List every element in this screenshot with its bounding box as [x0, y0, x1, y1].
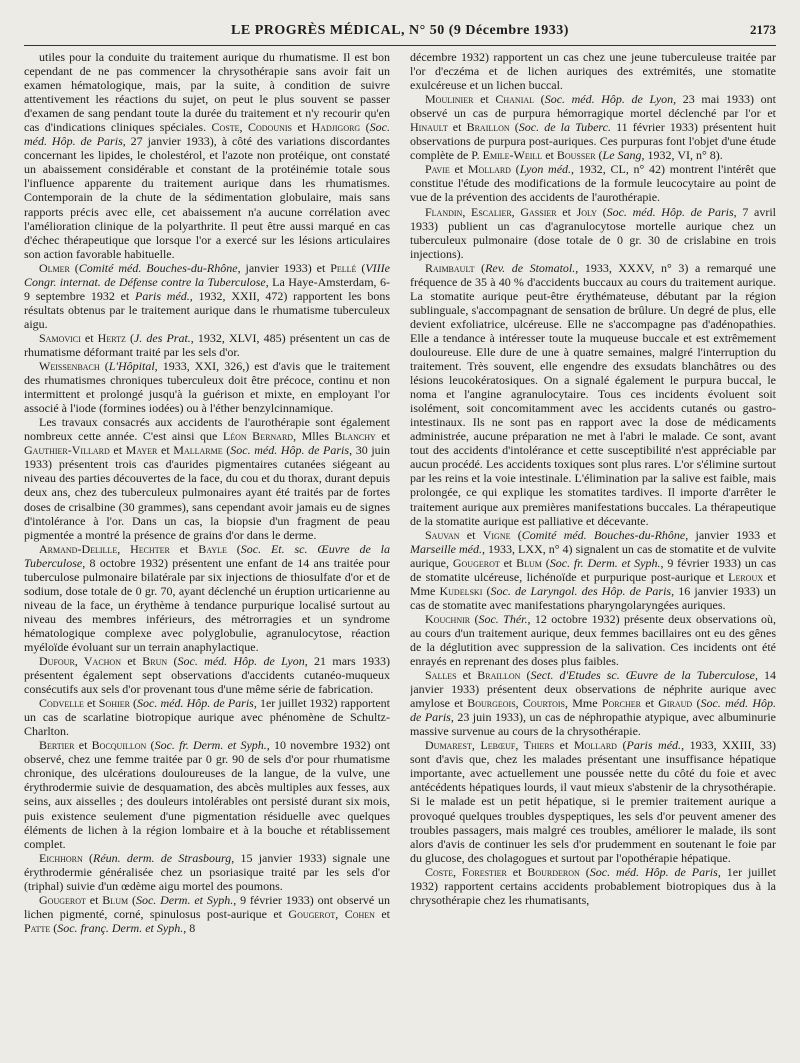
text-run: (: [692, 696, 701, 711]
text-run: , La Haye-Amsterdam, 6-9 septembre 1932 et: [24, 274, 390, 303]
paragraph: [410, 612, 776, 668]
text-run: et: [292, 120, 312, 135]
author-name: Moulinier: [425, 92, 474, 107]
text-run: et: [74, 738, 92, 753]
author-name: Braillon: [477, 668, 521, 683]
author-name: Mollard: [573, 738, 617, 753]
citation-source: Soc. méd. Hôp. de Paris: [606, 204, 734, 219]
text-run: (: [510, 162, 520, 177]
text-run: (: [482, 583, 491, 598]
text-run: , 12 octobre 1932) présente deux observations où, au cours d'un traitement aurique, deux femmes bacillaires ont eu des gênes de la déglutition avec suppression de la salivation. Ces incidents ont été enrayés en reprenant des doses plus faibles.: [410, 611, 776, 669]
author-name: Bertier: [39, 738, 75, 753]
author-name: Joly: [576, 204, 597, 219]
text-run: , 9 février 1933) un cas de stomatite ulcéreuse, lichénoïde et purpurique post-aurique et: [410, 555, 776, 584]
text-run: et: [456, 668, 478, 683]
citation-source: Soc. méd. Hôp. de Paris: [137, 696, 254, 711]
paragraph: [24, 331, 390, 359]
text-run: (: [595, 148, 603, 163]
text-run: (: [146, 738, 155, 753]
citation-source: Soc. fr. Derm. et Syph.: [154, 738, 267, 753]
text-run: , 10 novembre 1932) ont observé, chez une femme traitée par 0 gr. 90 de sels d'or pour rhumatisme chronique, des ulcérations douloureuses de la langue, de la vulve, une érythrodermie suivie de desquamation, des abcès multiples aux fesses, aux seins, aux aisselles ; des douleurs intolérables ont persisté durant six mois, puis existence seulement d'une pigmentation résiduelle avec quelques éléments de lichen à la région lombaire et à la bouche et rétablissement complet.: [24, 738, 390, 851]
text-run: et: [375, 429, 390, 444]
text-run: et: [506, 864, 528, 879]
text-run: (: [69, 260, 79, 275]
citation-source: J. des Prat.: [133, 330, 191, 345]
author-name: Giraud: [658, 696, 693, 711]
paragraph: [410, 865, 776, 907]
author-name: Bourgeois, Courtois: [467, 696, 565, 711]
text-run: , 1er juillet 1932) rapportent certains accidents probablement biotropiques dus à la chrysothérapie chez les rhumatisants,: [410, 864, 776, 907]
author-name: Blum: [102, 892, 129, 907]
author-name: Pellé: [330, 260, 357, 275]
citation-source: Comité méd. Bouches-du-Rhône: [78, 260, 238, 275]
right-column: [410, 50, 776, 1059]
author-name: Flandin, Escalier, Gassier: [425, 204, 557, 219]
author-name: Bousser: [556, 148, 596, 163]
text-run: , 1933, LXX, n° 4) signalent un cas de stomatite et de vulvite aurique,: [410, 541, 776, 570]
author-name: Bourderon: [527, 864, 580, 879]
author-name: Gougerot: [452, 555, 500, 570]
citation-source: Soc. Derm. et Syph.: [135, 892, 234, 907]
citation-source: Paris méd.: [135, 288, 190, 303]
text-run: et: [374, 906, 390, 921]
text-run: (: [128, 892, 136, 907]
text-run: , 1933, XXIII, 33) sont d'avis que, chez les malades présentant une insuffisance hépatique importante, avec actuellement une poussée nette du côté du foie et avec antécédents hépatiques lourds, il vaut mieux s'abstenir de la chrysothérapie. Si le malade est un petit hépatique, si le premier traitement aurique a provoqué quelques troubles dyspeptiques, les sels d'or peuvent amener des troubles passagers, mais malgré ces troubles, améliorer le malade, ils sont alors d'avis de continuer les sels d'or prudemment en soutenant le foie par du glucose, des cholagogues et surtout par l'opothérapie hépatique.: [410, 738, 776, 865]
author-name: Chanial: [495, 92, 535, 107]
text-run: , Mlles: [293, 429, 335, 444]
text-run: et: [169, 541, 199, 556]
paragraph: [410, 92, 776, 162]
author-name: Hertz: [97, 330, 126, 345]
citation-source: Soc. méd. Hôp. de Paris: [24, 120, 390, 149]
author-name: Dumarest, Lebœuf, Thiers: [425, 738, 555, 753]
author-name: Emile-Weill: [482, 148, 543, 163]
citation-source: Soc. méd. Hôp. de Paris: [410, 696, 776, 725]
text-run: (: [510, 527, 522, 542]
author-name: Bayle: [198, 541, 227, 556]
text-run: , 21 mars 1933) présentent également sept observations d'accidents cutanéo-muqueux consécutifs aux sels d'or provenant tous d'une même série de fabrication.: [24, 654, 390, 697]
text-run: et: [449, 162, 468, 177]
citation-source: Réun. derm. de Strasbourg: [93, 850, 232, 865]
text-run: (: [82, 850, 94, 865]
paragraph: [410, 528, 776, 612]
citation-source: Rev. de Stomatol.: [485, 260, 576, 275]
text-run: et: [554, 738, 574, 753]
text-run: , 1932, XLVI, 485) présentent un cas de rhumatisme déformant traité par les sels d'or.: [24, 330, 390, 359]
text-run: (: [125, 330, 134, 345]
paragraph: [24, 851, 390, 893]
paragraph: [410, 205, 776, 261]
citation-source: L'Hôpital: [108, 359, 155, 374]
text-run: , janvier 1933 et: [685, 527, 776, 542]
author-name: Leroux: [728, 569, 764, 584]
text-run: , 1932, VI, n° 8).: [641, 148, 723, 163]
text-run: et: [80, 330, 98, 345]
text-run: et: [499, 555, 517, 570]
author-name: Porcher: [601, 696, 641, 711]
paragraph: [410, 162, 776, 204]
paragraph: [24, 696, 390, 738]
author-name: Blum: [516, 555, 542, 570]
running-title: LE PROGRÈS MÉDICAL, N° 50 (9 Décembre 1933): [231, 23, 569, 38]
text-run: et: [85, 892, 103, 907]
text-run: 11 février 1933) présentent huit observations de purpura post-auriques. Ces purpuras font l'objet d'une étude complète de P.: [410, 120, 776, 163]
text-run: , 1er juillet 1932) rapportent un cas de scarlatine biotropique aurique avec phénomène de Schultz-Charlton.: [24, 696, 390, 739]
paragraph: [410, 668, 776, 738]
text-run: , 14 janvier 1933) présentent deux observations de néphrite aurique avec amylose et: [410, 668, 776, 711]
text-run: et Mme: [410, 569, 776, 598]
author-name: Mollard: [467, 162, 511, 177]
text-run: , 1933, XXI, 326,) est d'avis que le traitement des rhumatismes chroniques tuberculeux doit être précoce, continu et non intermittent et prolongé jusqu'à la guérison et mixte, en employant l'or associé à l'iode (formines iodées) ou à l'éther benzylcinnamique.: [24, 359, 390, 416]
author-name: Hinault: [410, 120, 448, 135]
citation-source: Comité méd. Bouches-du-Rhône: [521, 527, 686, 542]
text-run: (: [616, 738, 627, 753]
author-name: Gauthier-Villard: [24, 443, 110, 458]
citation-source: Le Sang: [602, 148, 642, 163]
text-run: , 9 février 1933) ont observé un lichen pigmenté, corné, spinulosus post-aurique et: [24, 892, 390, 921]
author-name: Armand-Delille, Hechter: [39, 541, 170, 556]
left-column: [24, 50, 390, 1059]
text-run: (: [474, 260, 486, 275]
citation-source: Soc. Thér.: [478, 611, 528, 626]
author-name: Gougerot: [39, 892, 86, 907]
text-run: (: [356, 260, 366, 275]
author-name: Kudelski: [439, 583, 483, 598]
author-name: Olmer: [39, 260, 70, 275]
text-run: (: [470, 611, 479, 626]
paragraph: [24, 415, 390, 541]
text-run: et: [109, 443, 126, 458]
paragraph: [24, 261, 390, 331]
author-name: Samovici: [39, 330, 81, 345]
text-run: (: [129, 696, 138, 711]
citation-source: Soc. de la Tuberc.: [518, 120, 611, 135]
text-run: , janvier 1933) et: [237, 260, 331, 275]
text-run: décembre 1932) rapportent un cas chez une jeune tuberculeuse traitée par l'or d'eczéma et de lichen auriques des extrémités, une stomatite exulcéreuse et un lichen buccal.: [410, 50, 776, 93]
author-name: Kouchnir: [425, 611, 471, 626]
text-run: (: [360, 120, 370, 135]
author-name: Coste, Codounis: [211, 120, 292, 135]
text-run: (: [596, 204, 607, 219]
author-name: Pavie: [425, 162, 450, 177]
text-run: (: [226, 541, 241, 556]
paragraph: [24, 654, 390, 696]
text-run: , 23 mai 1933) ont observé un cas de purpura hémorragique mortel déclenché par l'or et: [410, 92, 776, 121]
text-run: (: [167, 654, 178, 669]
text-run: (: [579, 864, 590, 879]
text-run: et: [542, 148, 557, 163]
author-name: Blanchy: [334, 429, 376, 444]
text-run: (: [222, 443, 231, 458]
citation-source: Soc. méd. Hôp. de Lyon: [544, 92, 674, 107]
author-name: Codvelle: [39, 696, 84, 711]
page-number: 2173: [750, 22, 776, 37]
paragraph: [24, 738, 390, 850]
text-run: et: [121, 654, 143, 669]
citation-source: Lyon méd.: [519, 162, 572, 177]
author-name: Eichhorn: [39, 850, 83, 865]
citation-source: Sect. d'Etudes sc. Œuvre de la Tuberculose: [530, 668, 755, 683]
author-name: Vigne: [482, 527, 511, 542]
text-columns: [24, 50, 776, 1059]
author-name: Hadjigorg: [311, 120, 361, 135]
text-run: , 30 juin 1933) présentent trois cas d'aurides pigmentaires cutanées siégeant au niveau des parties découvertes de la face, du cou et du thorax, durant depuis deux ans, chez des tuberculeux pulmonaires ayant été traités par de fortes doses de crisalbine (30 grammes), sans cependant avoir jamais eu de signes d'intolérance à l'or. Dans un cas, la biopsie d'un fragment de peau pigmentée a montré la présence de grains d'or dans le derme.: [24, 443, 390, 542]
citation-source: Soc. franç. Derm. et Syph.: [57, 920, 184, 935]
paragraph: [410, 50, 776, 92]
paragraph: [24, 893, 390, 935]
text-run: Les travaux consacrés aux accidents de l'aurothérapie sont également nombreux cette année. C'est ainsi que: [24, 415, 390, 444]
text-run: utiles pour la conduite du traitement aurique du rhumatisme. Il est bon cependant de ne pas commencer la chrysothérapie sans avoir fait un examen hématologique, mais, par la suite, à condition de suivre attentivement les réactions du sujet, on peut le plus souvent se passer d'examen de sang pendant toute la durée du traitement et n'y recourir qu'en cas d'indications cliniques spéciales.: [24, 50, 390, 135]
author-name: Sauvan: [425, 527, 460, 542]
text-run: , 1932, XXII, 472) rapportent les bons résultats obtenus par le traitement aurique dans le rhumatisme tuberculeux aigu.: [24, 288, 390, 331]
text-run: , 23 juin 1933), un cas de néphropathie atypique, avec albuminurie massive survenue au cours de la chrysothérapie.: [410, 710, 776, 739]
citation-source: VIIIe Congr. internat. de Défense contre la Tuberculose: [24, 260, 390, 289]
citation-source: Soc. méd. Hôp. de Paris: [230, 443, 350, 458]
text-run: (: [541, 555, 550, 570]
author-name: Brun: [142, 654, 168, 669]
author-name: Coste, Forestier: [425, 864, 507, 879]
paragraph: [24, 359, 390, 415]
text-run: , 27 janvier 1933), à côté des variations discordantes concernant les lipides, le cholestérol, et l'azote non protéique, ont constaté un abaissement considérable et constant de la protéinémie totale sous l'influence apparente du traitement aurique dans les rhumatismes. Contemporain de la chute de la sédimentation globulaire, mais sans rapports précis avec elle, cet abaissement n'a aucune corrélation avec l'amélioration clinique de la polyarthrite. Il peut être aussi marqué en cas d'échec thérapeutique que lorsque l'or a exercé sur les lésions articulaires son action favorable habituelle.: [24, 134, 390, 261]
text-run: et: [640, 696, 659, 711]
author-name: Salles: [425, 668, 457, 683]
citation-source: Marseille méd.: [410, 541, 483, 556]
paragraph: [410, 738, 776, 864]
text-run: (: [534, 92, 545, 107]
text-run: , 15 janvier 1933) signale une érythrodermie généralisée chez un psoriasique traité par les sels d'or (triphal) suivie d'un œdème aigu mortel des poumons.: [24, 850, 390, 893]
author-name: Bocquillon: [91, 738, 147, 753]
citation-source: Soc. méd. Hôp. de Paris: [589, 864, 718, 879]
text-run: , 16 janvier 1933) un cas de stomatite avec manifestations pharyngolaryngées auriques.: [410, 583, 776, 612]
text-run: , 1932, CL, n° 42) montrent l'intérêt que constitue l'étude des modifications de la formule leucocytaire au point de vue de la prévention des accidents de l'aurothérapie.: [410, 162, 776, 205]
citation-source: Soc. de Laryngol. des Hôp. de Paris: [490, 583, 672, 598]
text-run: , Mme: [564, 696, 602, 711]
author-name: Sohier: [98, 696, 130, 711]
citation-source: Soc. méd. Hôp. de Lyon: [177, 654, 305, 669]
text-run: (: [509, 120, 519, 135]
citation-source: Paris méd.: [626, 738, 682, 753]
text-run: (: [99, 359, 109, 374]
text-run: , 7 avril 1933) publient un cas d'agranulocytose mortelle aurique chez un tuberculeux pulmonaire (dose totale de 0 gr. 30 de crislabine en trois injections).: [410, 204, 776, 261]
page-header: [24, 22, 776, 42]
author-name: Gougerot, Cohen: [288, 906, 375, 921]
author-name: Raimbault: [425, 260, 475, 275]
author-name: Patte: [24, 920, 51, 935]
text-run: et: [157, 443, 174, 458]
text-run: , 8 octobre 1932) présentent une enfant de 14 ans traitée pour tuberculose pulmonaire bilatérale par six injections de thiosulfate d'or et de sodium, dose totale de 0 gr. 70, ayant déclenché un éruption urticarienne au niveau de la face, un érythème à tendance purpurique localisé surtout au niveau des membres inférieurs, des métrorragies et un syndrome hématologique complexe avec polyglobulie, agranulocytose, réaction myéloïde évoluant sur un terrain anaphylactique.: [24, 555, 390, 654]
author-name: Mayer: [125, 443, 158, 458]
text-run: , 1933, XXXV, n° 3) a remarqué une fréquence de 35 à 40 % d'accidents buccaux au cours du traitement aurique. La stomatite aurique peut-être érythémateuse, débutant par la région sublinguale, s'accompagnant de sensation de brûlure. Un degré de plus, elle devient exfoliatrice, ulcéreuse. Elle ne s'accompagne pas d'adénopathies. Elle a tendance à intéresser toute la muqueuse buccale et est extrêmement douloureuse. Elle dure de une à quatre semaines, malgré l'interruption du traitement. Très souvent, elle engendre des exsudats blanchâtres ou des lésions leucokératosiques. On a signalé également le purpura buccal, le noma et l'angine agranulocytaire. Tous ces incidents évoluent soit isolément, soit concomitamment avec les accidents cutanés ou gastro-intestinaux. Ils ne sont pas en rapport avec la dose de médicaments administrée, aucune préparation ne met à l'abri le malade. Ce sont, avant tout des accidents d'intolérance et cette susceptibilité n'est appréciable par aucun procédé. Les accidents toxiques sont plus rares. L'or s'élimine surtout par les reins et la voie intestinale. L'élimination par la salive est faible, mais prolongée, ce qui explique les stomatites tardives. Il importe d'arrêter le traitement aurique aux premières manifestations buccales. La thérapeutique de la stomatite aurique est palliative et décevante.: [410, 260, 776, 528]
author-name: Mallarme: [173, 443, 223, 458]
author-name: Léon Bernard: [222, 429, 294, 444]
paragraph: [24, 50, 390, 261]
text-run: et: [473, 92, 496, 107]
text-run: et: [459, 527, 483, 542]
text-run: et: [556, 204, 577, 219]
text-run: et: [447, 120, 467, 135]
paragraph: [24, 542, 390, 654]
text-run: (: [50, 920, 58, 935]
header-rule: [24, 45, 776, 46]
author-name: Weissenbach: [39, 359, 100, 374]
paragraph: [410, 261, 776, 528]
text-run: et: [83, 696, 99, 711]
author-name: Dufour, Vachon: [39, 654, 121, 669]
text-run: , 8: [183, 920, 196, 935]
citation-source: Soc. Et. sc. Œuvre de la Tuberculose: [24, 541, 390, 570]
author-name: Braillon: [466, 120, 510, 135]
citation-source: Soc. fr. Derm. et Syph.: [549, 555, 661, 570]
text-run: (: [520, 668, 531, 683]
